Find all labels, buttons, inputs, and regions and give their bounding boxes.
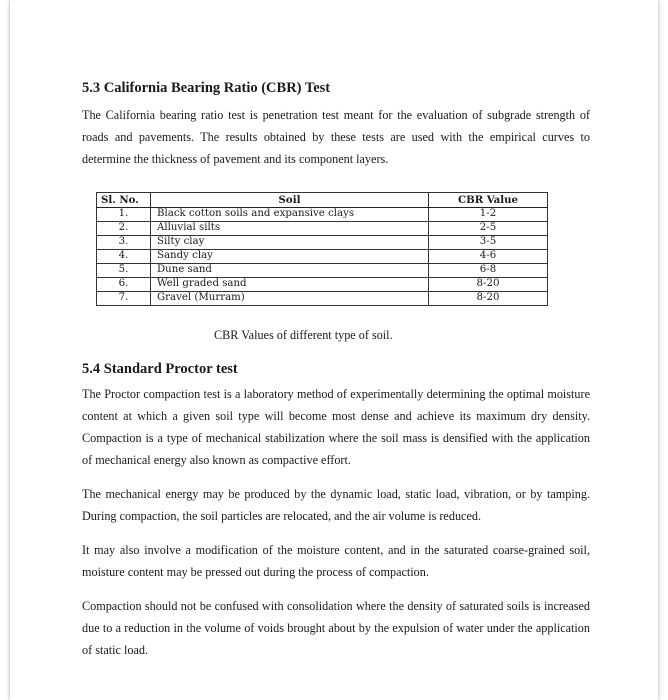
table-row (97, 278, 548, 292)
cell-soil: Sandy clay (151, 250, 429, 264)
cell-sl: 1. (97, 208, 151, 222)
cell-soil: Gravel (Murram) (151, 292, 429, 306)
cell-cbr: 1-2 (429, 208, 548, 222)
proctor-paragraph-4: Compaction should not be confused with consolidation where the density of saturated soils is increased due to a reduction in the volume of voids brought about by the expulsion of water under the application of static load. (82, 599, 590, 657)
proctor-paragraph-3: It may also involve a modification of the moisture content, and in the saturated coarse-grained soil, moisture content may be pressed out during the process of compaction. (82, 543, 590, 579)
proctor-section (82, 359, 590, 661)
header-cbr-value: CBR Value (429, 193, 548, 208)
cbr-values-table (96, 192, 548, 306)
header-soil: Soil (151, 193, 429, 208)
cell-soil: Well graded sand (151, 278, 429, 292)
section-heading-cbr: 5.3 California Bearing Ratio (CBR) Test (82, 80, 331, 96)
cell-sl: 6. (97, 278, 151, 292)
cell-cbr: 6-8 (429, 264, 548, 278)
cell-cbr: 3-5 (429, 236, 548, 250)
table-row (97, 208, 548, 222)
cell-soil: Silty clay (151, 236, 429, 250)
document-page (10, 0, 658, 700)
cbr-intro-paragraph: The California bearing ratio test is penetration test meant for the evaluation of subgrade strength of roads and pavements. The results obtained by these tests are used with the empirical curves to determine the thickness of pavement and its component layers. (82, 108, 590, 166)
table-header-row (97, 193, 548, 208)
cell-sl: 5. (97, 264, 151, 278)
table-row (97, 250, 548, 264)
cell-cbr: 8-20 (429, 292, 548, 306)
proctor-paragraph-1: The Proctor compaction test is a laboratory method of experimentally determining the optimal moisture content at which a given soil type will become most dense and achieve its maximum dry density. Compaction is a type of mechanical stabilization where the soil mass is densified with the application of mechanical energy also known as compactive effort. (82, 387, 590, 467)
cell-soil: Alluvial silts (151, 222, 429, 236)
cell-sl: 4. (97, 250, 151, 264)
page-content (82, 78, 590, 673)
table-caption: CBR Values of different type of soil. (214, 328, 393, 342)
cell-soil: Black cotton soils and expansive clays (151, 208, 429, 222)
cell-cbr: 8-20 (429, 278, 548, 292)
section-heading-proctor: 5.4 Standard Proctor test (82, 361, 238, 377)
table-row (97, 264, 548, 278)
cell-cbr: 2-5 (429, 222, 548, 236)
cell-sl: 3. (97, 236, 151, 250)
proctor-paragraph-2: The mechanical energy may be produced by the dynamic load, static load, vibration, or by tamping. During compaction, the soil particles are relocated, and the air volume is reduced. (82, 487, 590, 523)
cell-soil: Dune sand (151, 264, 429, 278)
table-row (97, 236, 548, 250)
table-row (97, 222, 548, 236)
table-row (97, 292, 548, 306)
cbr-table-wrapper (96, 192, 548, 306)
header-sl-no: Sl. No. (97, 193, 151, 208)
cell-cbr: 4-6 (429, 250, 548, 264)
cell-sl: 2. (97, 222, 151, 236)
cell-sl: 7. (97, 292, 151, 306)
